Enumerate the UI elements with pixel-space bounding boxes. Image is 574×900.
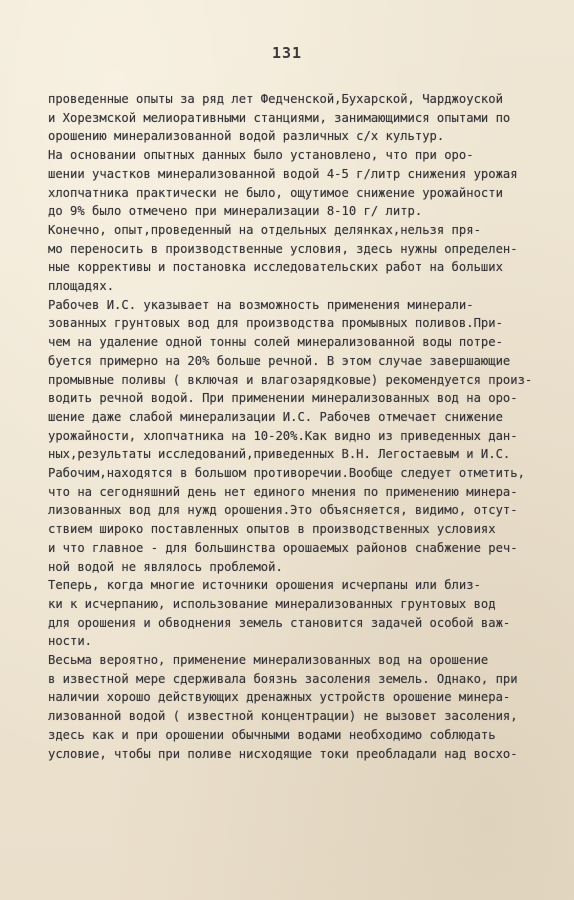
page-number: 131 [271, 44, 303, 62]
text-line: ности. [48, 634, 93, 649]
text-line: шение даже слабой минерализации И.С. Рабочев отмечает снижение [48, 409, 503, 424]
text-line: мо переносить в производственные условия, здесь нужны определен- [48, 241, 518, 256]
text-line: здесь как и при орошении обычными водами необходимо соблюдать [48, 727, 496, 742]
text-line: ствием широко поставленных опытов в производственных условиях [48, 522, 496, 537]
text-line: Теперь, когда многие источники орошения исчерпаны или близ- [48, 578, 481, 593]
text-line: лизованных вод для нужд орошения.Это объясняется, видимо, отсут- [48, 503, 518, 518]
text-line: условие, чтобы при поливе нисходящие токи преобладали над восхо- [48, 746, 518, 761]
text-line: площадях. [48, 279, 115, 293]
text-line: и что главное - для большинства орошаемых районов снабжение реч- [48, 540, 518, 555]
text-line: в известной мере сдерживала боязнь засоления земель. Однако, при [48, 671, 518, 686]
text-line: ных,результаты исследований,приведенных В.Н. Легостаевым и И.С. [48, 447, 511, 462]
text-line: и Хорезмской мелиоративными станциями, занимающимися опытами по [48, 110, 511, 125]
text-line: орошению минерализованной водой различных с/х культур. [48, 129, 445, 144]
text-line: буется примерно на 20% больше речной. В этом случае завершающие [48, 353, 511, 368]
text-line: На основании опытных данных было установлено, что при оро- [48, 148, 474, 163]
text-line: лизованной водой ( известной концентрации) не вызовет засоления, [48, 709, 518, 724]
text-line: урожайности, хлопчатника на 10-20%.Как видно из приведенных дан- [48, 428, 518, 443]
text-line: Рабочев И.С. указывает на возможность применения минерали- [48, 297, 474, 312]
text-line: наличии хорошо действующих дренажных устройств орошение минера- [48, 690, 511, 705]
text-line: водить речной водой. При применении минерализованных вод на оро- [48, 391, 518, 406]
text-line: Конечно, опыт,проведенный на отдельных делянках,нельзя пря- [48, 222, 481, 237]
text-line: Рабочим,находятся в большом противоречии.Вообще следует отметить, [48, 466, 525, 480]
text-line: до 9% было отмечено при минерализации 8-10 г/ литр. [48, 204, 423, 219]
text-line: ной водой не являлось проблемой. [48, 559, 283, 574]
text-line: хлопчатника практически не было, ощутимое снижение урожайности [48, 185, 503, 200]
text-line: шении участков минерализованной водой 4-5 г/литр снижения урожая [48, 166, 518, 181]
text-line: что на сегодняшний день нет единого мнения по применению минера- [48, 484, 518, 499]
text-line: ные коррективы и постановка исследовательских работ на больших [48, 260, 503, 275]
text-line: ки к исчерпанию, использование минерализованных грунтовых вод [48, 596, 496, 611]
text-line: для орошения и обводнения земель становится задачей особой важ- [48, 615, 511, 630]
text-line: чем на удаление одной тонны солей минерализованной воды потре- [48, 335, 503, 350]
text-line: промывные поливы ( включая и влагозарядковые) рекомендуется произ- [48, 372, 533, 387]
text-line: проведенные опыты за ряд лет Федченской,Бухарской, Чарджоуской [48, 92, 503, 106]
text-line: Весьма вероятно, применение минерализованных вод на орошение [48, 653, 489, 667]
text-line: зованных грунтовых вод для производства промывных поливов.При- [48, 316, 503, 331]
